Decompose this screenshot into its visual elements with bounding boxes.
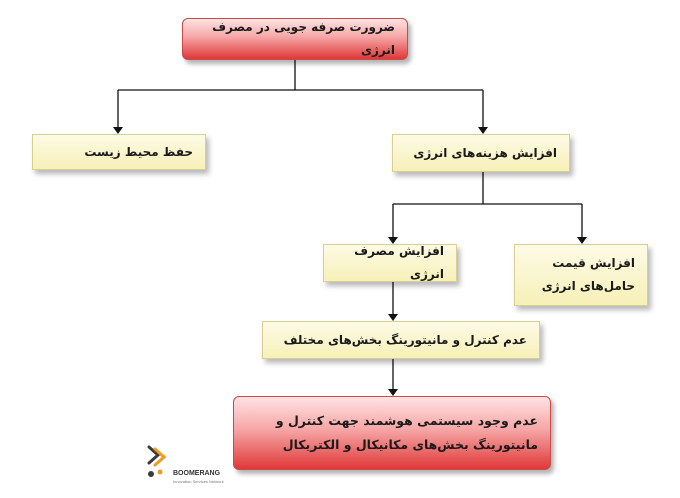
energy-costs-node <box>392 134 570 172</box>
root-node <box>182 18 408 60</box>
carrier-price-line1: افزایش قیمت <box>552 256 635 271</box>
carrier-price-line2: حامل‌های انرژی <box>541 279 635 293</box>
root-node-label: ضرورت صرفه جویی در مصرف انرژی <box>212 20 395 57</box>
logo-name: BOOMERANG <box>173 470 221 477</box>
no-monitoring-node-label: عدم کنترل و مانیتورینگ بخش‌های مختلف <box>283 332 527 347</box>
energy-costs-node-label: افزایش هزینه‌های انرژی <box>413 145 557 160</box>
no-monitoring-node <box>262 321 540 359</box>
logo-tagline: Innovation Services Network <box>173 479 224 484</box>
environment-node-label: حفظ محیط زیست <box>84 144 193 159</box>
energy-use-node <box>323 244 457 282</box>
environment-node <box>32 134 206 170</box>
no-smart-system-line2: مانیتورینگ بخش‌های مکانیکال و الکتریکال <box>282 437 538 452</box>
energy-use-node-label: افزایش مصرف انرژی <box>354 244 444 281</box>
no-smart-system-node <box>233 396 551 470</box>
carrier-price-node <box>514 244 648 306</box>
no-smart-system-line1: عدم وجود سیستمی هوشمند جهت کنترل و <box>275 413 538 429</box>
